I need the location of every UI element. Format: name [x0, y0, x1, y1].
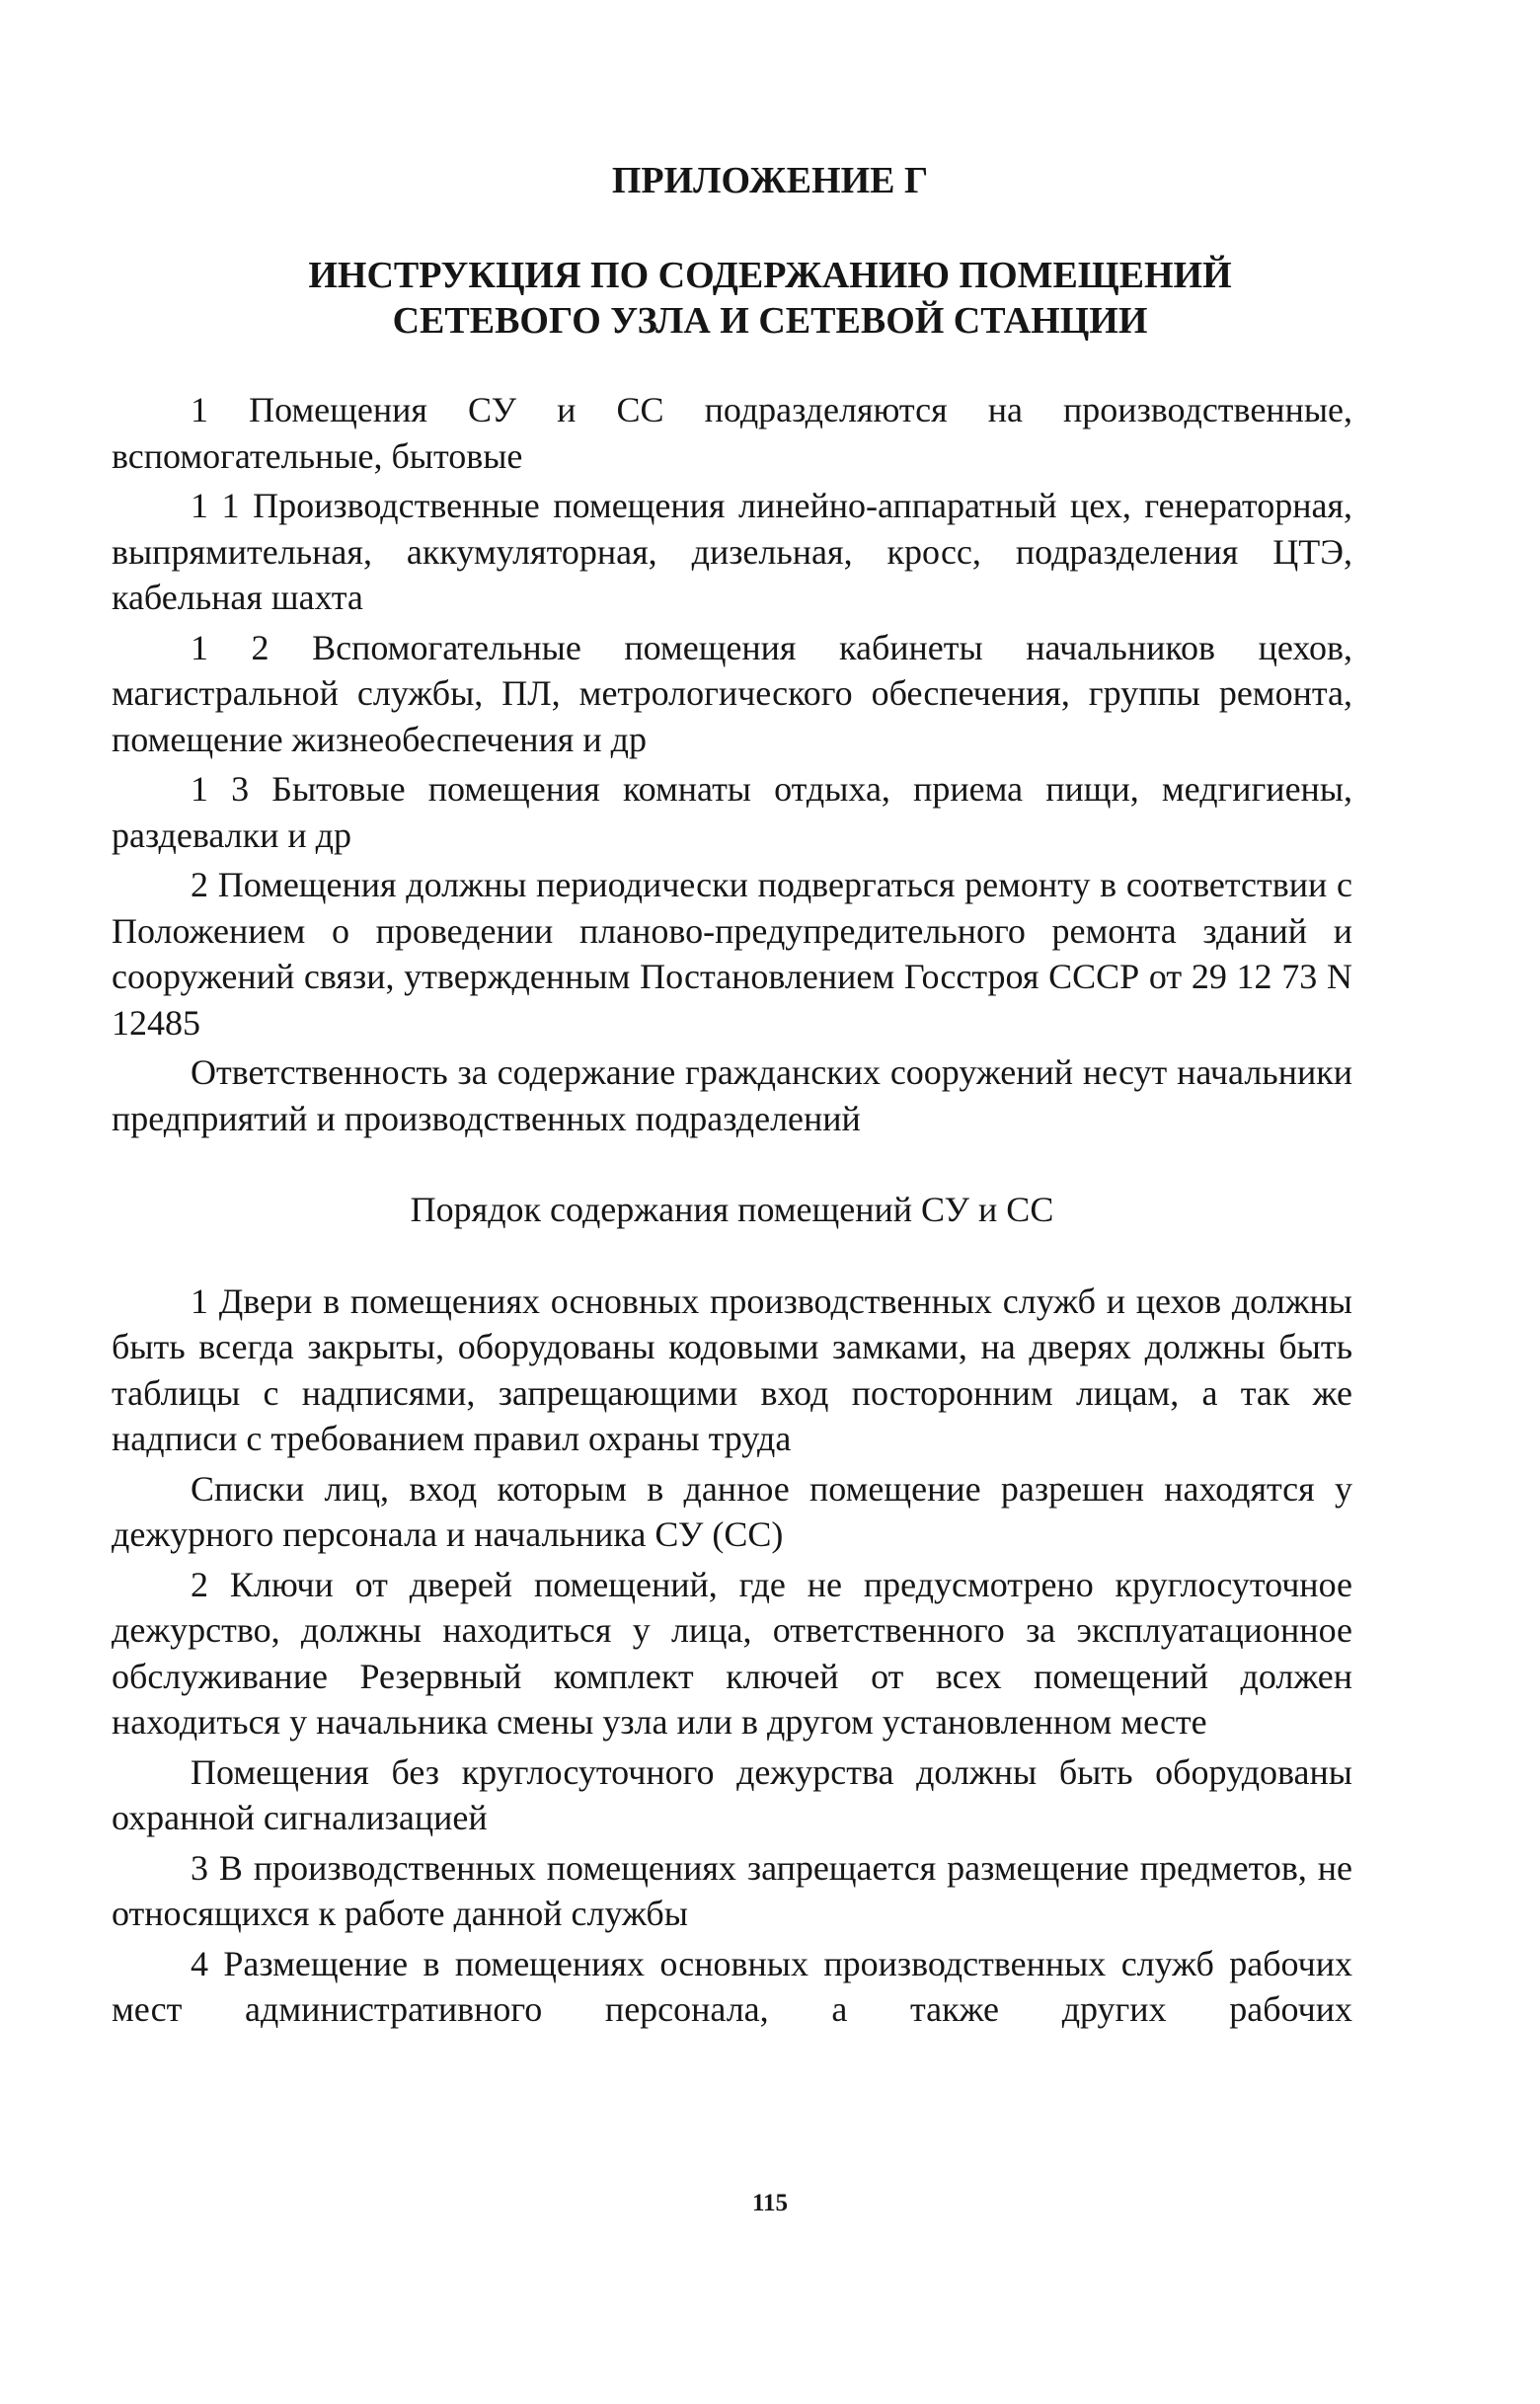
paragraph: 1 3 Бытовые помещения комнаты отдыха, приема пищи, медгигиены, раздевалки и др — [112, 769, 1352, 855]
paragraph: 1 Двери в помещениях основных производственных служб и цехов должны быть всегда закрыты, оборудованы кодовыми замками, на дверях должны быть таблицы с надписями, запрещающими вход посторонним лицам, а так же надписи с требованием правил охраны труда — [112, 1280, 1352, 1458]
paragraph: 1 Помещения СУ и СС подразделяются на производственные, вспомогательные, бытовые — [112, 390, 1352, 476]
paragraph: 1 2 Вспомогательные помещения кабинеты начальников цехов, магистральной службы, ПЛ, метрологического обеспечения, группы ремонта, помещение жизнеобеспечения и др — [112, 627, 1352, 759]
paragraph: 3 В производственных помещениях запрещается размещение предметов, не относящихся к работе данной службы — [112, 1847, 1352, 1933]
paragraph: 2 Помещения должны периодически подвергаться ремонту в соответствии с Положением о проведении планово-предупредительного ремонта зданий и сооружений связи, утвержденным Постановлением Госстроя СССР от 29 12 73 N 12485 — [112, 865, 1352, 1043]
main-title-line-1: ИНСТРУКЦИЯ ПО СОДЕРЖАНИЮ ПОМЕЩЕНИЙ — [308, 255, 1232, 296]
document-body — [112, 387, 1352, 2033]
paragraph: 1 1 Производственные помещения линейно-аппаратный цех, генераторная, выпрямительная, аккумуляторная, дизельная, кросс, подразделения ЦТЭ, кабельная шахта — [112, 486, 1352, 617]
main-title-line-2: СЕТЕВОГО УЗЛА И СЕТЕВОЙ СТАНЦИИ — [392, 300, 1148, 342]
page-number: 115 — [751, 2190, 789, 2216]
paragraph: Ответственность за содержание гражданских сооружений несут начальники предприятий и производственных подразделений — [112, 1052, 1352, 1138]
section-title: Порядок содержания помещений СУ и СС — [410, 1190, 1054, 1229]
paragraph: Списки лиц, вход которым в данное помещение разрешен находятся у дежурного персонала и начальника СУ (СС) — [112, 1468, 1352, 1554]
appendix-title: ПРИЛОЖЕНИЕ Г — [611, 160, 929, 201]
paragraph: 2 Ключи от дверей помещений, где не предусмотрено круглосуточное дежурство, должны находиться у лица, ответственного за эксплуатационное обслуживание Резервный комплект ключей от всех помещений должен находиться у начальника смены узла или в другом установленном месте — [112, 1564, 1352, 1742]
paragraph: Помещения без круглосуточного дежурства должны быть оборудованы охранной сигнализацией — [112, 1751, 1352, 1837]
paragraph: 4 Размещение в помещениях основных производственных служб рабочих мест административного персонала, а также других рабочих — [112, 1943, 1352, 2029]
